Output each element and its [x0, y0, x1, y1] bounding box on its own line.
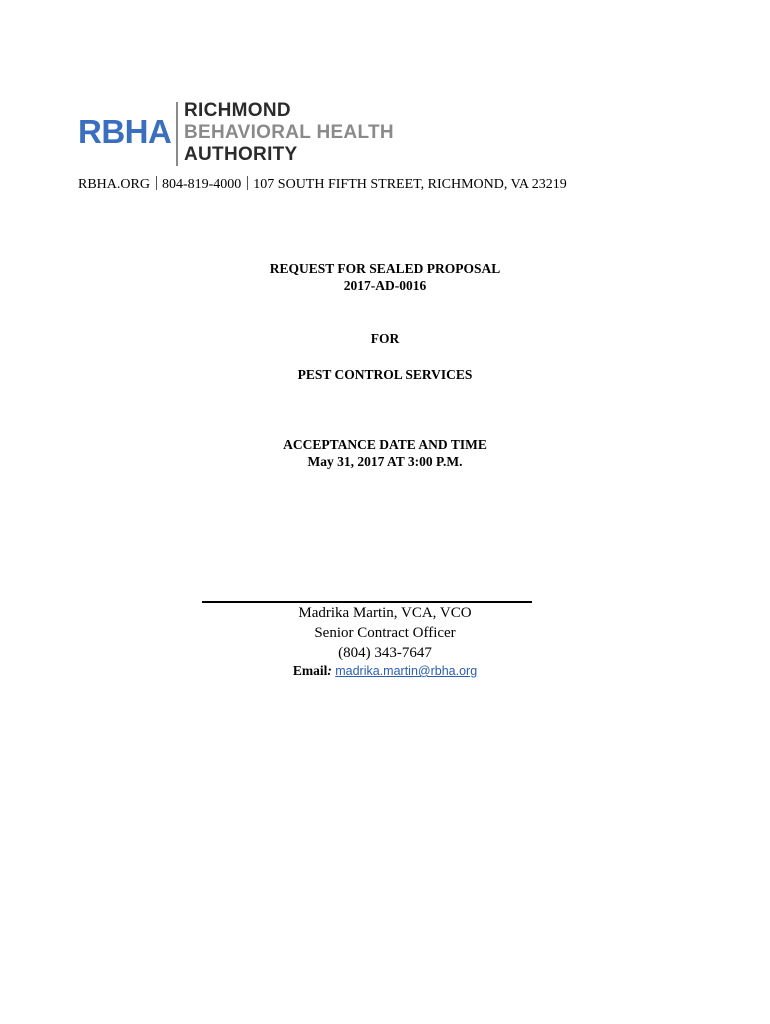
logo-line-authority: AUTHORITY [184, 144, 298, 165]
for-label: FOR [370, 331, 400, 346]
street-address-text: 107 SOUTH FIFTH STREET, RICHMOND, VA 23219 [253, 177, 567, 192]
address-line [78, 176, 567, 194]
separator [247, 176, 248, 190]
proposal-title-line: REQUEST FOR SEALED PROPOSAL [269, 261, 501, 276]
logo-abbreviation: RBHA [78, 113, 172, 150]
contact-name: Madrika Martin, VCA, VCO [298, 605, 472, 621]
phone-text: 804-819-4000 [161, 177, 242, 192]
email-link[interactable]: madrika.martin@rbha.org [335, 664, 478, 678]
contact-block [0, 603, 770, 663]
contact-role: Senior Contract Officer [314, 625, 456, 641]
acceptance-label: ACCEPTANCE DATE AND TIME [283, 437, 487, 452]
email-colon: : [327, 663, 332, 678]
logo-line-behavioral-health: BEHAVIORAL HEALTH [184, 122, 394, 143]
rbha-logo [78, 100, 418, 166]
acceptance-block [0, 436, 770, 470]
logo-divider [176, 102, 178, 166]
service-title: PEST CONTROL SERVICES [297, 367, 473, 382]
website-text: RBHA.ORG [78, 177, 150, 192]
proposal-title [0, 260, 770, 294]
acceptance-datetime: May 31, 2017 AT 3:00 P.M. [307, 454, 463, 469]
email-label: Email [292, 663, 328, 678]
contact-email-row [0, 662, 770, 680]
proposal-number: 2017-AD-0016 [343, 278, 427, 293]
logo-line-richmond: RICHMOND [184, 100, 291, 121]
contact-phone: (804) 343-7647 [338, 645, 432, 661]
separator [156, 176, 157, 190]
